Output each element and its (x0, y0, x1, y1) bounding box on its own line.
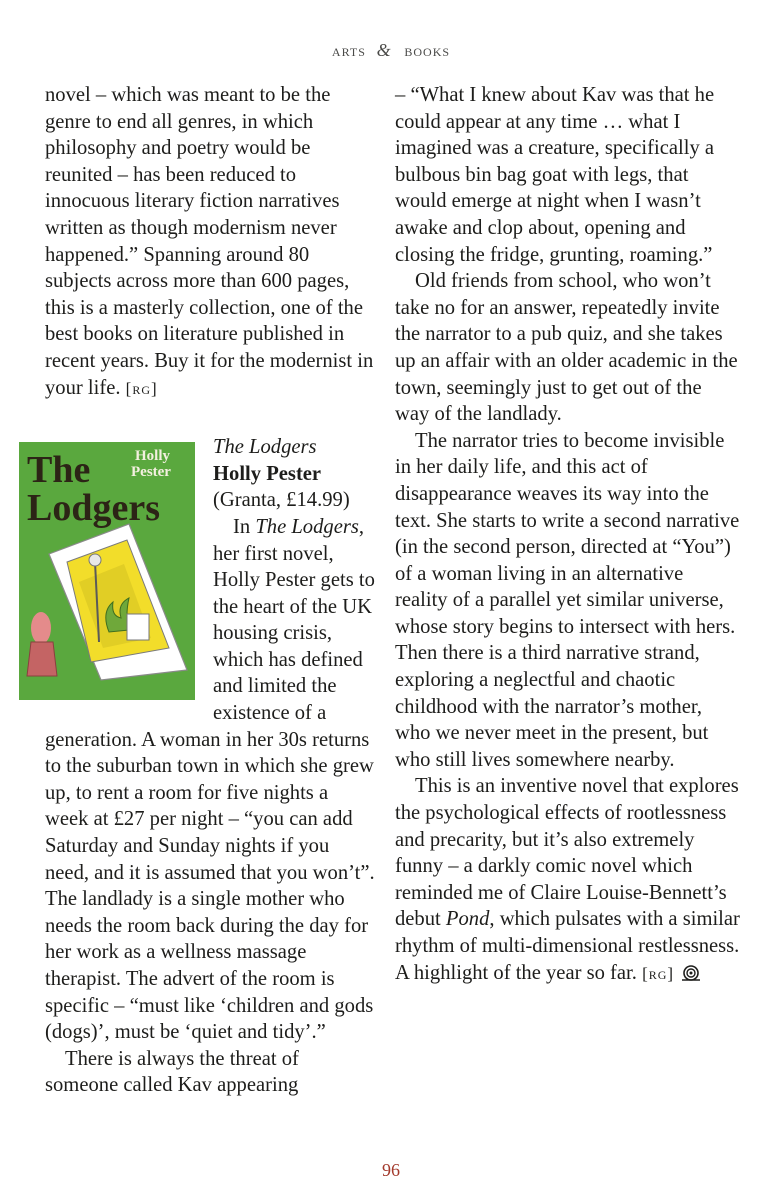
right-paragraph-4-title: Pond (445, 908, 490, 931)
cover-author-line2: Pester (131, 464, 171, 481)
review-title: The Lodgers (213, 436, 317, 459)
book-cover-image (19, 442, 195, 700)
right-paragraph-4 (395, 773, 740, 987)
review-author: Holly Pester (213, 462, 322, 485)
cover-chair (127, 614, 149, 640)
right-paragraph-1: – “What I knew about Kav was that he could appear at any time … what I imagined was a creature, specifically a bulbous bin bag goat with legs, that would emerge at night when I wasn’t awake and clop about, opening and closing the fridge, grunting, roaming.” (395, 84, 715, 266)
section-header (0, 40, 782, 61)
review-block (27, 434, 375, 1099)
cover-figure-head (31, 612, 51, 644)
review-paragraph-1-rest: , her first novel, Holly Pester gets to the heart of the UK housing crisis, which has defined and limited the existence of a generation. A woman in her 30s returns to the suburban town in which she grew up, to rent a room for five nights a week at £27 per night – “you can add Saturday and Sunday nights if you need, and it is assumed that you won’t”. The landlady is a single mother who needs the room back during the day for her work as a wellness massage therapist. The advert of the room is specific – “must like ‘children and gods (dogs)’, must be ‘quiet and tidy’.” (45, 515, 375, 1044)
cover-title-line1: The (27, 449, 91, 492)
right-paragraph-3: The narrator tries to become invisible in her daily life, and this act of disappearance weaves its way into the text. She starts to write a second narrative (in the second person, directed at “You”) of a woman living in an alternative reality of a parallel yet similar universe, whose story begins to intersect with hers. Then there is a third narrative strand, exploring a neglectful and chaotic childhood with the narrator’s mother, who we never meet in the present, but who still lives somewhere nearby. (395, 429, 740, 771)
left-column (27, 82, 375, 1099)
section-label-arts: arts (331, 41, 366, 60)
cover-figure-body (27, 642, 57, 676)
section-label-books: books (404, 41, 451, 60)
review-paragraph-1-title: The Lodgers (255, 515, 359, 538)
intro-paragraph (45, 82, 375, 402)
intro-text: novel – which was meant to be the genre to end all genres, in which philosophy and poetry would be reunited – has been reduced to innocuous literary fiction narratives written as though modernism never happened.” Spanning around 80 subjects across more than 600 pages, this is a masterly collection, one of the best books on literature published in recent years. Buy it for the modernist in your life. (45, 84, 374, 399)
review-publisher-price: (Granta, £14.99) (213, 489, 350, 512)
cover-author-line1: Holly (135, 448, 171, 465)
right-column (395, 82, 740, 987)
review-paragraph-1-start: In (233, 515, 256, 538)
intro-signoff: [rg] (125, 378, 158, 398)
right-paragraph-4-start: This is an inventive novel that explores the psychological effects of rootlessness and precarity, but it’s also extremely funny – a darkly comic novel which reminded me of Claire Louise-Bennett’s debut (395, 775, 739, 931)
review-signoff: [rg] (642, 963, 675, 983)
page-number: 96 (382, 1160, 400, 1180)
right-paragraph-2: Old friends from school, who won’t take no for an answer, repeatedly invite the narrator to a pub quiz, and she takes up an affair with an older academic in the town, seemingly just to get out of the way of the landlady. (395, 270, 738, 426)
review-paragraph-2: There is always the threat of someone called Kav appearing (45, 1047, 299, 1097)
section-ampersand: & (376, 40, 394, 60)
right-paragraph-4-rest: , which pulsates with a similar rhythm of multi-dimensional restlessness. A highlight of the year so far. (395, 908, 740, 984)
cover-title-line2: Lodgers (27, 487, 160, 530)
snail-end-mark-icon (680, 964, 702, 982)
